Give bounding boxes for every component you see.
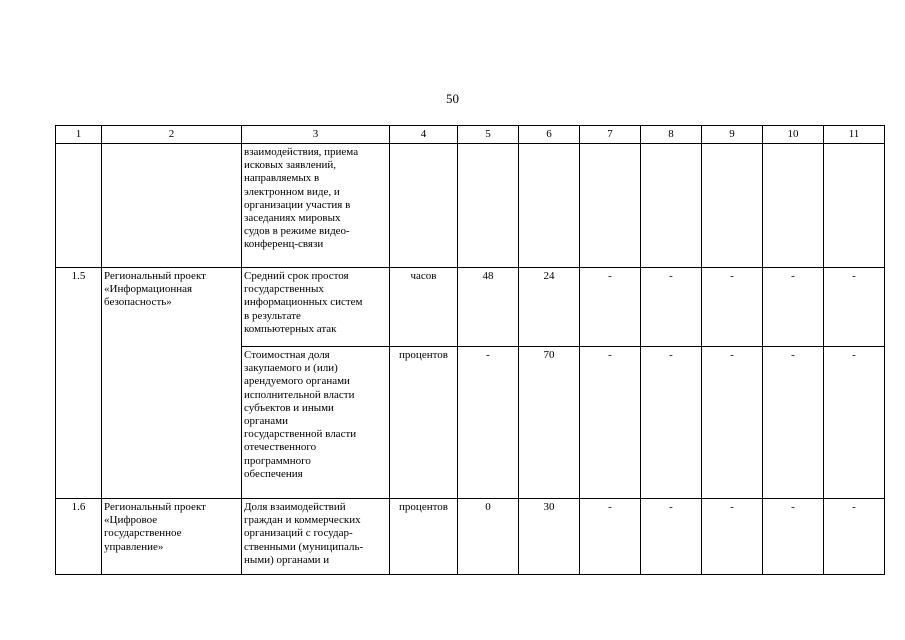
column-header: 6 (519, 126, 580, 144)
value-cell: - (580, 347, 641, 499)
column-header: 9 (702, 126, 763, 144)
row-number (56, 144, 102, 268)
indicator-name: Стоимостная доля закупаемого и (или) арендуемого органами исполнительной власти субъектов и иными органами государственной власти отечественного программного обеспечения (242, 347, 390, 499)
value-cell: - (763, 347, 824, 499)
value-cell (580, 144, 641, 268)
table-row (56, 499, 885, 575)
column-header: 3 (242, 126, 390, 144)
row-number: 1.5 (56, 268, 102, 499)
column-header: 1 (56, 126, 102, 144)
row-number: 1.6 (56, 499, 102, 575)
value-cell: - (580, 499, 641, 575)
value-cell (519, 144, 580, 268)
value-cell (824, 144, 885, 268)
value-cell (702, 144, 763, 268)
table-row (56, 144, 885, 268)
project-name: Региональный проект «Цифровое государственное управление» (102, 499, 242, 575)
unit: процентов (390, 499, 458, 575)
table-row (56, 268, 885, 347)
unit: часов (390, 268, 458, 347)
value-cell (458, 144, 519, 268)
project-name (102, 144, 242, 268)
value-cell: - (763, 499, 824, 575)
column-header: 5 (458, 126, 519, 144)
column-header: 2 (102, 126, 242, 144)
value-cell: - (641, 347, 702, 499)
indicator-name: взаимодействия, приема исковых заявлений, направляемых в электронном виде, и организации участия в заседаниях мировых судов в режиме видео- конференц-связи (242, 144, 390, 268)
column-number-row (56, 126, 885, 144)
value-cell: - (763, 268, 824, 347)
value-cell: 24 (519, 268, 580, 347)
value-cell (641, 144, 702, 268)
indicators-table (55, 125, 885, 575)
value-cell: - (824, 499, 885, 575)
value-cell: - (641, 268, 702, 347)
column-header: 8 (641, 126, 702, 144)
column-header: 10 (763, 126, 824, 144)
indicator-name: Доля взаимодействий граждан и коммерческих организаций с государ- ственными (муниципаль- ными) органами и (242, 499, 390, 575)
page-number: 50 (446, 91, 459, 106)
value-cell: - (824, 268, 885, 347)
value-cell: - (702, 499, 763, 575)
column-header: 4 (390, 126, 458, 144)
indicator-name: Средний срок простоя государственных информационных систем в результате компьютерных атак (242, 268, 390, 347)
column-header: 11 (824, 126, 885, 144)
unit: процентов (390, 347, 458, 499)
value-cell: - (580, 268, 641, 347)
value-cell: 0 (458, 499, 519, 575)
value-cell: - (824, 347, 885, 499)
value-cell: - (641, 499, 702, 575)
column-header: 7 (580, 126, 641, 144)
value-cell: - (458, 347, 519, 499)
unit (390, 144, 458, 268)
value-cell: - (702, 347, 763, 499)
value-cell: 30 (519, 499, 580, 575)
value-cell: - (702, 268, 763, 347)
project-name: Региональный проект «Информационная безопасность» (102, 268, 242, 499)
value-cell: 48 (458, 268, 519, 347)
value-cell: 70 (519, 347, 580, 499)
value-cell (763, 144, 824, 268)
